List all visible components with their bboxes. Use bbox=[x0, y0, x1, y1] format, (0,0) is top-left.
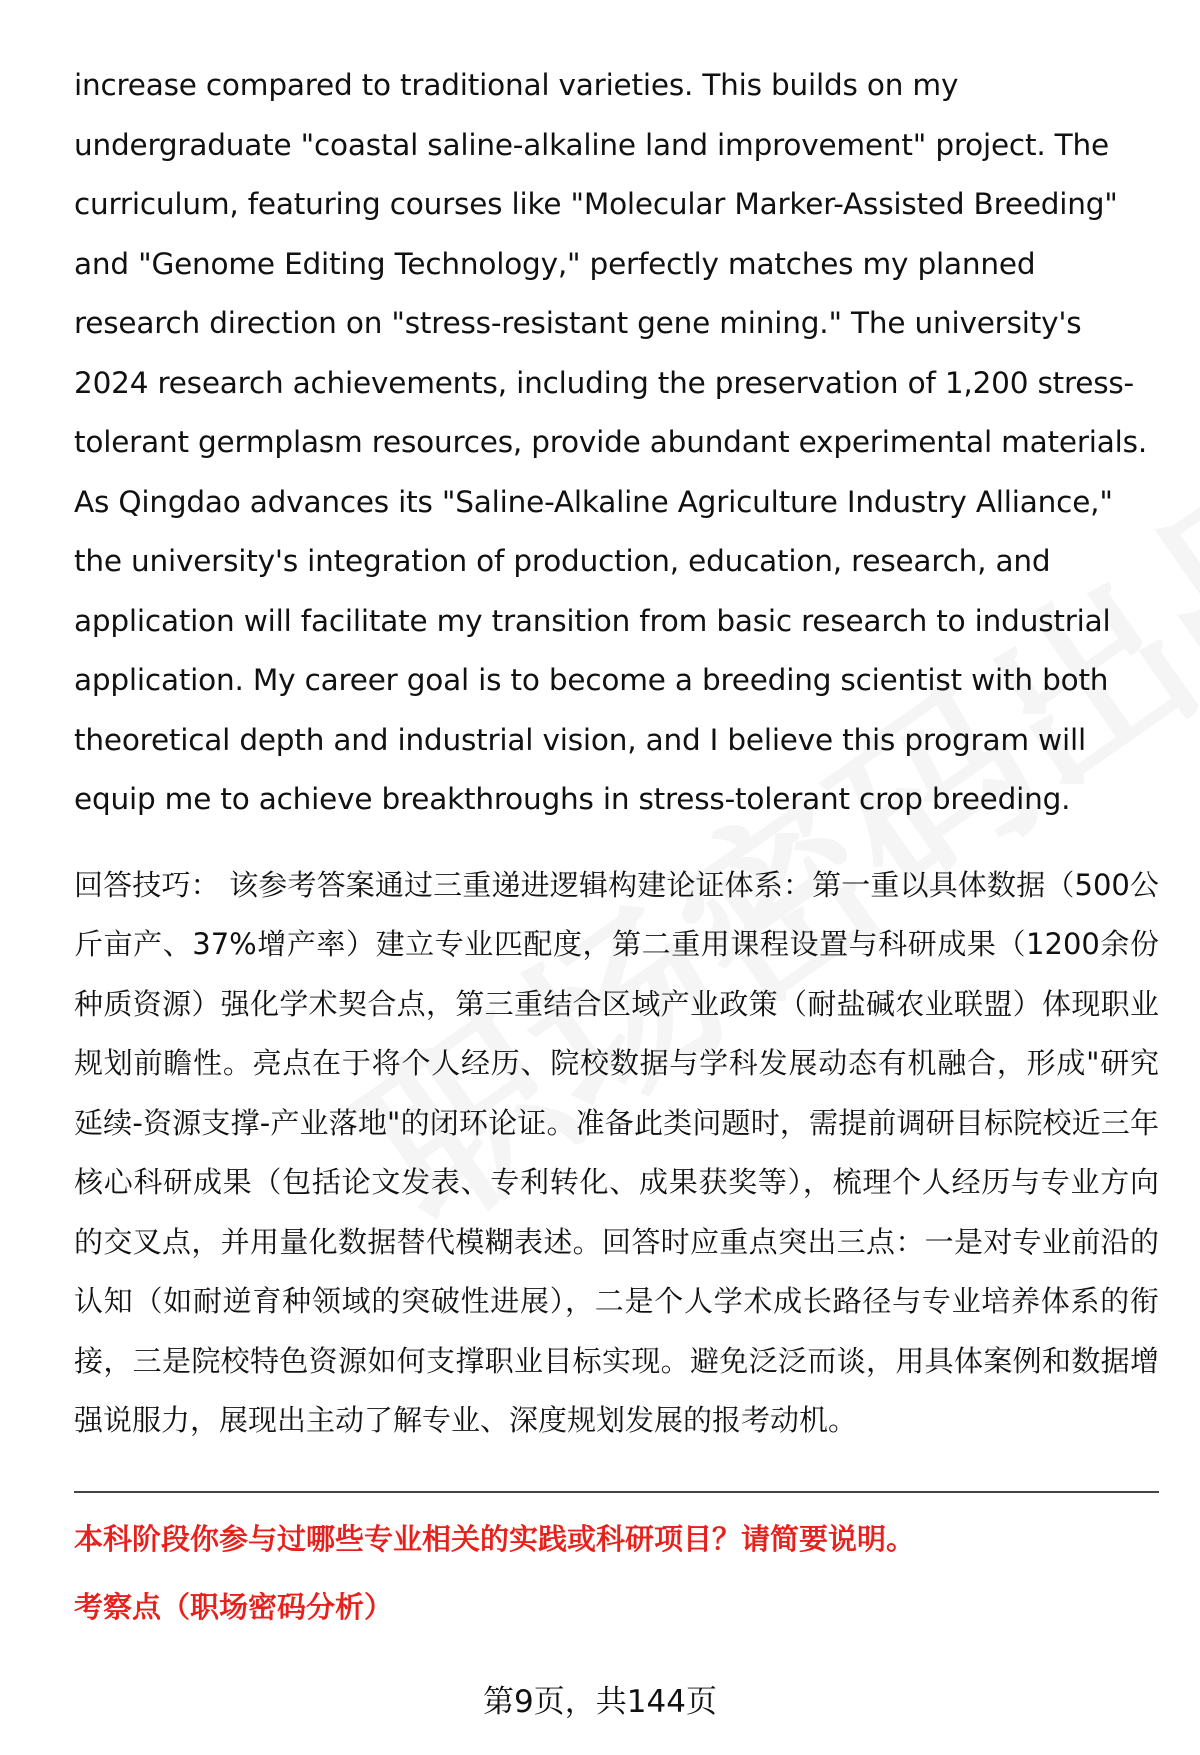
next-question-heading: 本科阶段你参与过哪些专业相关的实践或科研项目？请简要说明。 bbox=[74, 1521, 916, 1556]
exam-point-heading: 考察点（职场密码分析） bbox=[74, 1589, 394, 1624]
section-divider bbox=[74, 1491, 1159, 1493]
reference-answer-text: increase compared to traditional varieties. This builds on my undergraduate "coastal saline-alkaline land improvement" project. The curriculum, featuring courses like "Molecular Marker-Assisted Breeding" and "Genome Editing Technology," perfectly matches my planned research direction on "stress-resistant gene mining." The university's 2024 research achievements, including the preservation of 1,200 stress-tolerant germplasm resources, provide abundant experimental materials. As Qingdao advances its "Saline-Alkaline Agriculture Industry Alliance," the university's integration of production, education, research, and application will facilitate my transition from basic research to industrial application. My career goal is to become a breeding scientist with both theoretical depth and industrial vision, and I believe this program will equip me to achieve breakthroughs in stress-tolerant crop breeding. bbox=[74, 68, 1147, 816]
answer-tips-paragraph: 回答技巧： 该参考答案通过三重递进逻辑构建论证体系：第一重以具体数据（500公斤亩产、37%增产率）建立专业匹配度，第二重用课程设置与科研成果（1200余份种质资源）强化学术契合点，第三重结合区域产业政策（耐盐碱农业联盟）体现职业规划前瞻性。亮点在于将个人经历、院校数据与学科发展动态有机融合，形成"研究延续-资源支撑-产业落地"的闭环论证。准备此类问题时，需提前调研目标院校近三年核心科研成果（包括论文发表、专利转化、成果获奖等），梳理个人经历与专业方向的交叉点，并用量化数据替代模糊表述。回答时应重点突出三点：一是对专业前沿的认知（如耐逆育种领域的突破性进展），二是个人学术成长路径与专业培养体系的衔接，三是院校特色资源如何支撑职业目标实现。避免泛泛而谈，用具体案例和数据增强说服力，展现出主动了解专业、深度规划发展的报考动机。 bbox=[74, 867, 1159, 1437]
page-number-footer: 第9页，共144页 bbox=[483, 1684, 717, 1720]
document-page bbox=[74, 56, 1159, 1625]
